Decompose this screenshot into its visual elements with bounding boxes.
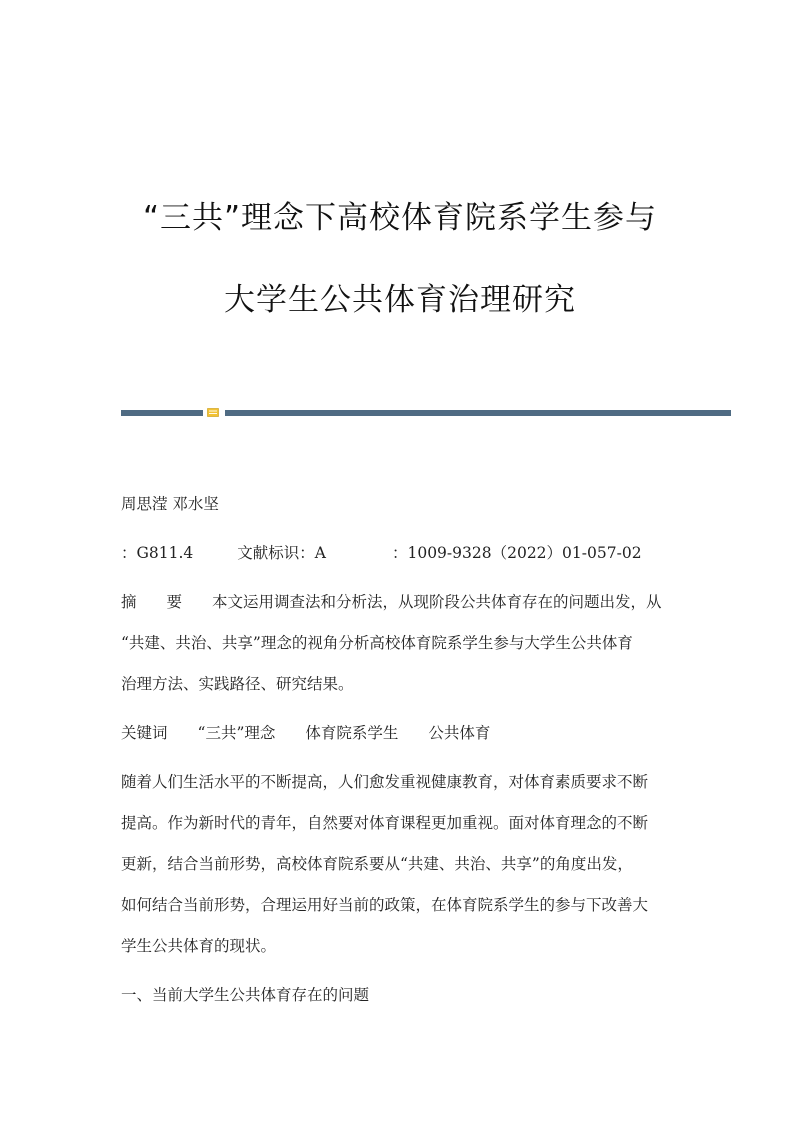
clc-number: ：G811.4 <box>121 544 194 562</box>
divider-bar-left <box>121 410 203 416</box>
paper-title-line-2: 大学生公共体育治理研究 <box>224 282 576 318</box>
intro-line-5: 学生公共体育的现状。 <box>121 937 277 955</box>
keywords <box>121 723 490 743</box>
intro-line-2: 提高。作为新时代的青年，自然要对体育课程更加重视。面对体育理念的不断 <box>121 814 649 832</box>
article-number: ：1009-9328（2022）01-057-02 <box>391 544 642 562</box>
intro-line-4: 如何结合当前形势，合理运用好当前的政策，在体育院系学生的参与下改善大 <box>121 896 649 914</box>
title-divider <box>121 408 731 417</box>
keywords-label: 关键词 <box>121 724 168 742</box>
paper-title-line-1: “三共”理念下高校体育院系学生参与 <box>142 200 658 236</box>
abstract-line-2: “共建、共治、共享”理念的视角分析高校体育院系学生参与大学生公共体育 <box>121 634 633 652</box>
intro-line-3: 更新，结合当前形势，高校体育院系要从“共建、共治、共享”的角度出发， <box>121 855 633 873</box>
abstract-label-2: 要 <box>166 593 183 611</box>
keyword-item: 公共体育 <box>428 724 491 742</box>
section-heading: 一、当前大学生公共体育存在的问题 <box>121 986 370 1004</box>
keyword-item: 体育院系学生 <box>305 724 399 742</box>
authors: 周思滢 邓水坚 <box>121 495 219 513</box>
intro-line-1: 随着人们生活水平的不断提高，人们愈发重视健康教育，对体育素质要求不断 <box>121 773 649 791</box>
document-emblem-icon <box>207 408 219 417</box>
divider-bar-right <box>225 410 731 416</box>
keyword-item: “三共”理念 <box>197 724 276 742</box>
document-code: 文献标识：A <box>237 544 326 562</box>
abstract-text-1: 本文运用调查法和分析法，从现阶段公共体育存在的问题出发，从 <box>212 593 662 611</box>
article-meta <box>121 543 642 563</box>
abstract-line-1 <box>121 592 662 612</box>
abstract-line-3: 治理方法、实践路径、研究结果。 <box>121 675 354 693</box>
abstract-label-1: 摘 <box>121 593 137 611</box>
